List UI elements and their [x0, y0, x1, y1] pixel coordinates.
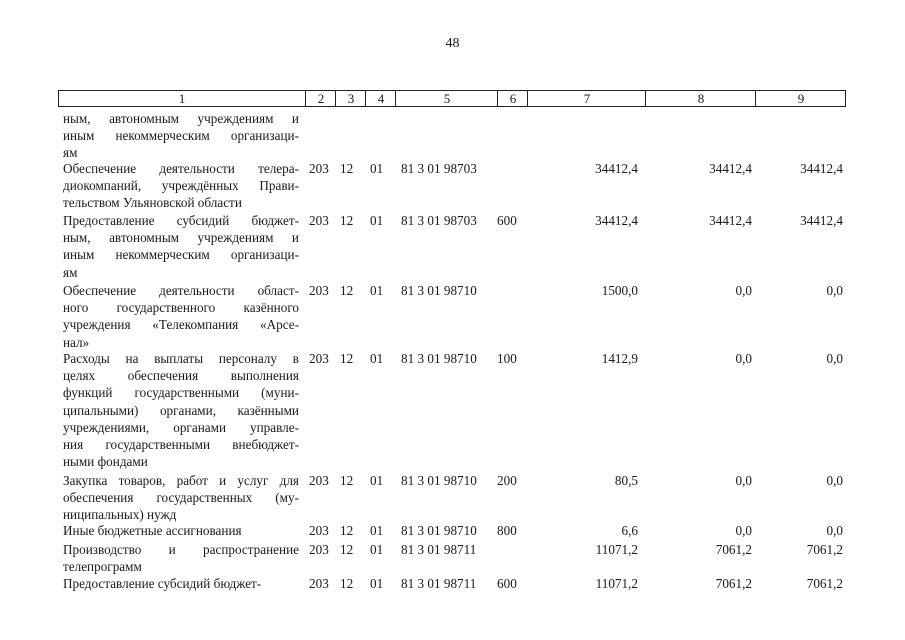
description-line: тельством Ульяновской области — [63, 195, 242, 211]
description-line: ным, автономным учреждениям и — [63, 111, 299, 126]
row-c5: 81 3 01 98710 — [401, 283, 477, 298]
row-c9: 7061,2 — [806, 576, 843, 591]
header-col-9: 9 — [755, 91, 846, 106]
row-c7: 11071,2 — [595, 576, 638, 591]
row-description — [63, 522, 299, 539]
row-c2: 203 — [309, 473, 329, 488]
row-c5: 81 3 01 98703 — [401, 213, 477, 228]
header-col-4: 4 — [365, 91, 396, 106]
description-line: функций государственными (муни- — [63, 385, 299, 401]
description-line: ниципальных) нужд — [63, 507, 177, 523]
row-c8: 0,0 — [735, 473, 752, 488]
row-c2: 203 — [309, 213, 329, 228]
row-c2: 203 — [309, 523, 329, 538]
row-description — [63, 472, 299, 524]
header-col-6: 6 — [497, 91, 528, 106]
description-line: обеспечения государственных (му- — [63, 490, 299, 506]
row-c8: 7061,2 — [715, 542, 752, 557]
row-c4: 01 — [370, 542, 384, 557]
row-description — [63, 575, 299, 592]
row-c8: 0,0 — [735, 523, 752, 538]
row-c7: 34412,4 — [595, 161, 638, 176]
row-c9: 0,0 — [826, 283, 843, 298]
row-c7: 6,6 — [621, 523, 638, 538]
header-col-3: 3 — [335, 91, 366, 106]
row-description — [63, 212, 299, 281]
description-line: ципальными) органами, казёнными — [63, 402, 299, 418]
description-line: ям — [63, 145, 78, 161]
row-c4: 01 — [370, 283, 384, 298]
description-line: Обеспечение деятельности телера- — [63, 161, 299, 176]
row-c9: 7061,2 — [806, 542, 843, 557]
row-c9: 0,0 — [826, 473, 843, 488]
row-c9: 34412,4 — [800, 161, 843, 176]
row-c3: 12 — [340, 542, 354, 557]
row-c2: 203 — [309, 283, 329, 298]
description-line: ям — [63, 264, 78, 280]
description-line: ными фондами — [63, 454, 148, 470]
description-line: Предоставление субсидий бюджет- — [63, 576, 262, 591]
row-description — [63, 160, 299, 212]
description-line: иным некоммерческим организаци- — [63, 247, 299, 263]
row-c7: 80,5 — [614, 473, 638, 488]
row-c8: 0,0 — [735, 351, 752, 366]
row-c8: 0,0 — [735, 283, 752, 298]
description-line: Обеспечение деятельности област- — [63, 283, 299, 298]
page-number: 48 — [445, 36, 460, 51]
row-c5: 81 3 01 98710 — [401, 523, 477, 538]
row-c3: 12 — [340, 161, 354, 176]
row-c9: 0,0 — [826, 351, 843, 366]
row-c3: 12 — [340, 523, 354, 538]
row-c3: 12 — [340, 283, 354, 298]
description-line: Производство и распространение — [63, 542, 299, 557]
header-col-2: 2 — [305, 91, 336, 106]
row-c9: 0,0 — [826, 523, 843, 538]
row-c5: 81 3 01 98710 — [401, 473, 477, 488]
description-line: Расходы на выплаты персоналу в — [63, 351, 299, 366]
row-description — [63, 541, 299, 575]
row-c2: 203 — [309, 542, 329, 557]
description-line: иным некоммерческим организаци- — [63, 128, 299, 144]
row-c3: 12 — [340, 213, 354, 228]
description-line: учреждениями, органами управле- — [63, 419, 299, 435]
row-c6: 200 — [497, 473, 517, 488]
description-line: телепрограмм — [63, 559, 142, 575]
row-c4: 01 — [370, 213, 384, 228]
header-col-7: 7 — [527, 91, 646, 106]
row-c7: 1412,9 — [601, 351, 638, 366]
row-c2: 203 — [309, 351, 329, 366]
row-description — [63, 350, 299, 470]
description-line: нал» — [63, 334, 90, 350]
description-line: ным, автономным учреждениям и — [63, 230, 299, 246]
description-line: Предоставление субсидий бюджет- — [63, 213, 299, 228]
description-line: Иные бюджетные ассигнования — [63, 523, 242, 538]
row-c8: 34412,4 — [709, 161, 752, 176]
row-c8: 34412,4 — [709, 213, 752, 228]
row-c6: 600 — [497, 576, 517, 591]
description-line: целях обеспечения выполнения — [63, 368, 299, 384]
row-c4: 01 — [370, 576, 384, 591]
row-c4: 01 — [370, 161, 384, 176]
description-line: диокомпаний, учреждённых Прави- — [63, 178, 299, 194]
description-line: Закупка товаров, работ и услуг для — [63, 473, 299, 488]
description-line: ния государственными внебюджет- — [63, 437, 299, 453]
row-c6: 600 — [497, 213, 517, 228]
row-c7: 34412,4 — [595, 213, 638, 228]
header-col-1: 1 — [178, 91, 186, 106]
row-c6: 100 — [497, 351, 517, 366]
row-c5: 81 3 01 98703 — [401, 161, 477, 176]
row-c4: 01 — [370, 523, 384, 538]
row-description — [63, 110, 299, 162]
row-c5: 81 3 01 98711 — [401, 542, 477, 557]
row-c8: 7061,2 — [715, 576, 752, 591]
row-c4: 01 — [370, 473, 384, 488]
row-c2: 203 — [309, 576, 329, 591]
row-c3: 12 — [340, 576, 354, 591]
row-c7: 1500,0 — [601, 283, 638, 298]
description-line: учреждения «Телекомпания «Арсе- — [63, 317, 299, 333]
row-c7: 11071,2 — [595, 542, 638, 557]
row-c3: 12 — [340, 351, 354, 366]
row-c5: 81 3 01 98711 — [401, 576, 477, 591]
description-line: ного государственного казённого — [63, 300, 299, 316]
row-c6: 800 — [497, 523, 517, 538]
header-col-8: 8 — [645, 91, 756, 106]
header-col-5: 5 — [395, 91, 498, 106]
row-c4: 01 — [370, 351, 384, 366]
row-description — [63, 282, 299, 351]
row-c9: 34412,4 — [800, 213, 843, 228]
row-c2: 203 — [309, 161, 329, 176]
row-c3: 12 — [340, 473, 354, 488]
row-c5: 81 3 01 98710 — [401, 351, 477, 366]
